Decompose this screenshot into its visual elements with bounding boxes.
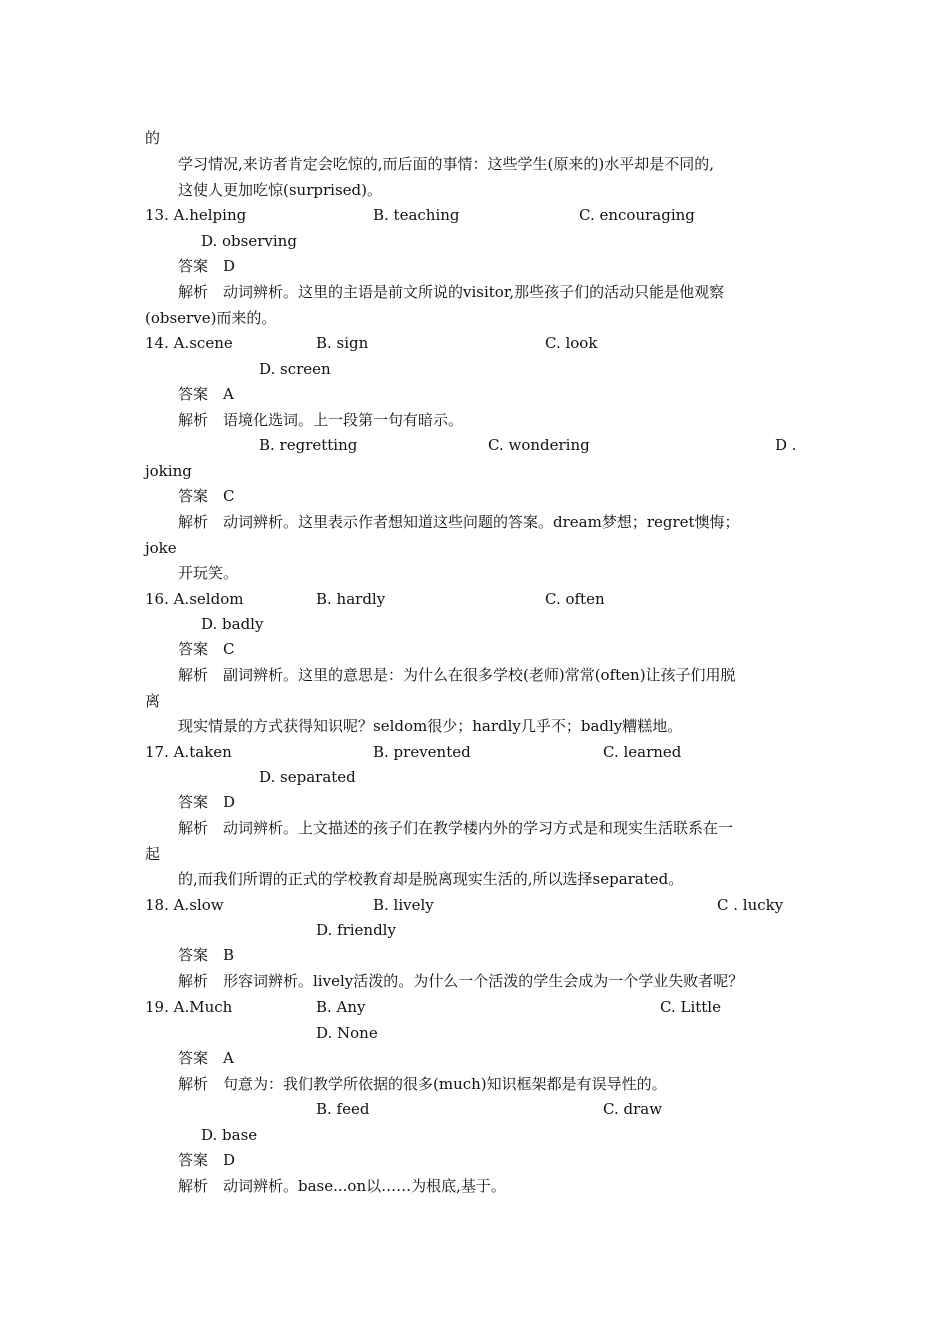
answer-line: 答案 A (178, 385, 234, 403)
answer-line: 答案 C (178, 487, 235, 505)
question-14-option-d: D. screen (259, 360, 331, 378)
analysis-line: 解析 动词辨析。这里表示作者想知道这些问题的答案。dream梦想；regret懊悔； (178, 513, 740, 531)
question-16-option-a: 16. A.seldom (145, 590, 244, 608)
question-17-option-d: D. separated (259, 768, 356, 786)
text-line: (observe)而来的。 (145, 309, 277, 327)
question-13-option-d: D. observing (201, 232, 297, 250)
question-18-option-c: C . lucky (717, 896, 784, 914)
analysis-line: 解析 语境化选词。上一段第一句有暗示。 (178, 411, 464, 429)
question-15-option-d: D . (775, 436, 797, 454)
answer-line: 答案 A (178, 1049, 234, 1067)
question-19-option-d: D. None (316, 1024, 378, 1042)
answer-line: 答案 D (178, 257, 236, 275)
analysis-line: 解析 句意为：我们教学所依据的很多(much)知识框架都是有误导性的。 (178, 1075, 667, 1093)
question-13-option-b: B. teaching (373, 206, 460, 224)
question-16-option-d: D. badly (201, 615, 264, 633)
question-19-option-c: C. Little (660, 998, 721, 1016)
question-17-option-b: B. prevented (373, 743, 471, 761)
text-line: 开玩笑。 (178, 564, 239, 582)
question-17-option-a: 17. A.taken (145, 743, 232, 761)
question-18-option-b: B. lively (373, 896, 434, 914)
text-line: 学习情况,来访者肯定会吃惊的,而后面的事情：这些学生(原来的)水平却是不同的, (178, 155, 715, 173)
text-line: joking (145, 462, 192, 480)
text-line: 的 (145, 129, 161, 147)
question-13-option-a: 13. A.helping (145, 206, 247, 224)
question-19-option-a: 19. A.Much (145, 998, 233, 1016)
question-18-option-a: 18. A.slow (145, 896, 224, 914)
text-line: 的,而我们所谓的正式的学校教育却是脱离现实生活的,所以选择separated。 (178, 870, 684, 888)
question-13-option-c: C. encouraging (579, 206, 695, 224)
text-line: 现实情景的方式获得知识呢？seldom很少；hardly几乎不；badly糟糕地。 (178, 717, 683, 735)
analysis-line: 解析 动词辨析。上文描述的孩子们在教学楼内外的学习方式是和现实生活联系在一 (178, 819, 734, 837)
question-14-option-b: B. sign (316, 334, 369, 352)
analysis-line: 解析 形容词辨析。lively活泼的。为什么一个活泼的学生会成为一个学业失败者呢？ (178, 972, 744, 990)
question-16-option-c: C. often (545, 590, 605, 608)
text-line: 起 (145, 845, 161, 863)
text-line: 这使人更加吃惊(surprised)。 (178, 181, 382, 199)
question-15-option-b: B. regretting (259, 436, 358, 454)
question-14-option-c: C. look (545, 334, 598, 352)
analysis-line: 解析 动词辨析。这里的主语是前文所说的visitor,那些孩子们的活动只能是他观察 (178, 283, 725, 301)
question-17-option-c: C. learned (603, 743, 682, 761)
question-20-option-c: C. draw (603, 1100, 663, 1118)
question-20-option-d: D. base (201, 1126, 258, 1144)
analysis-line: 解析 副词辨析。这里的意思是：为什么在很多学校(老师)常常(often)让孩子们用脱 (178, 666, 736, 684)
answer-line: 答案 D (178, 1151, 236, 1169)
question-19-option-b: B. Any (316, 998, 366, 1016)
question-16-option-b: B. hardly (316, 590, 386, 608)
question-15-option-c: C. wondering (488, 436, 590, 454)
question-18-option-d: D. friendly (316, 921, 396, 939)
answer-line: 答案 C (178, 640, 235, 658)
answer-line: 答案 D (178, 793, 236, 811)
question-14-option-a: 14. A.scene (145, 334, 233, 352)
question-20-option-b: B. feed (316, 1100, 370, 1118)
analysis-line: 解析 动词辨析。base...on以……为根底,基于。 (178, 1177, 506, 1195)
text-line: joke (145, 539, 177, 557)
answer-line: 答案 B (178, 946, 235, 964)
text-line: 离 (145, 692, 161, 710)
